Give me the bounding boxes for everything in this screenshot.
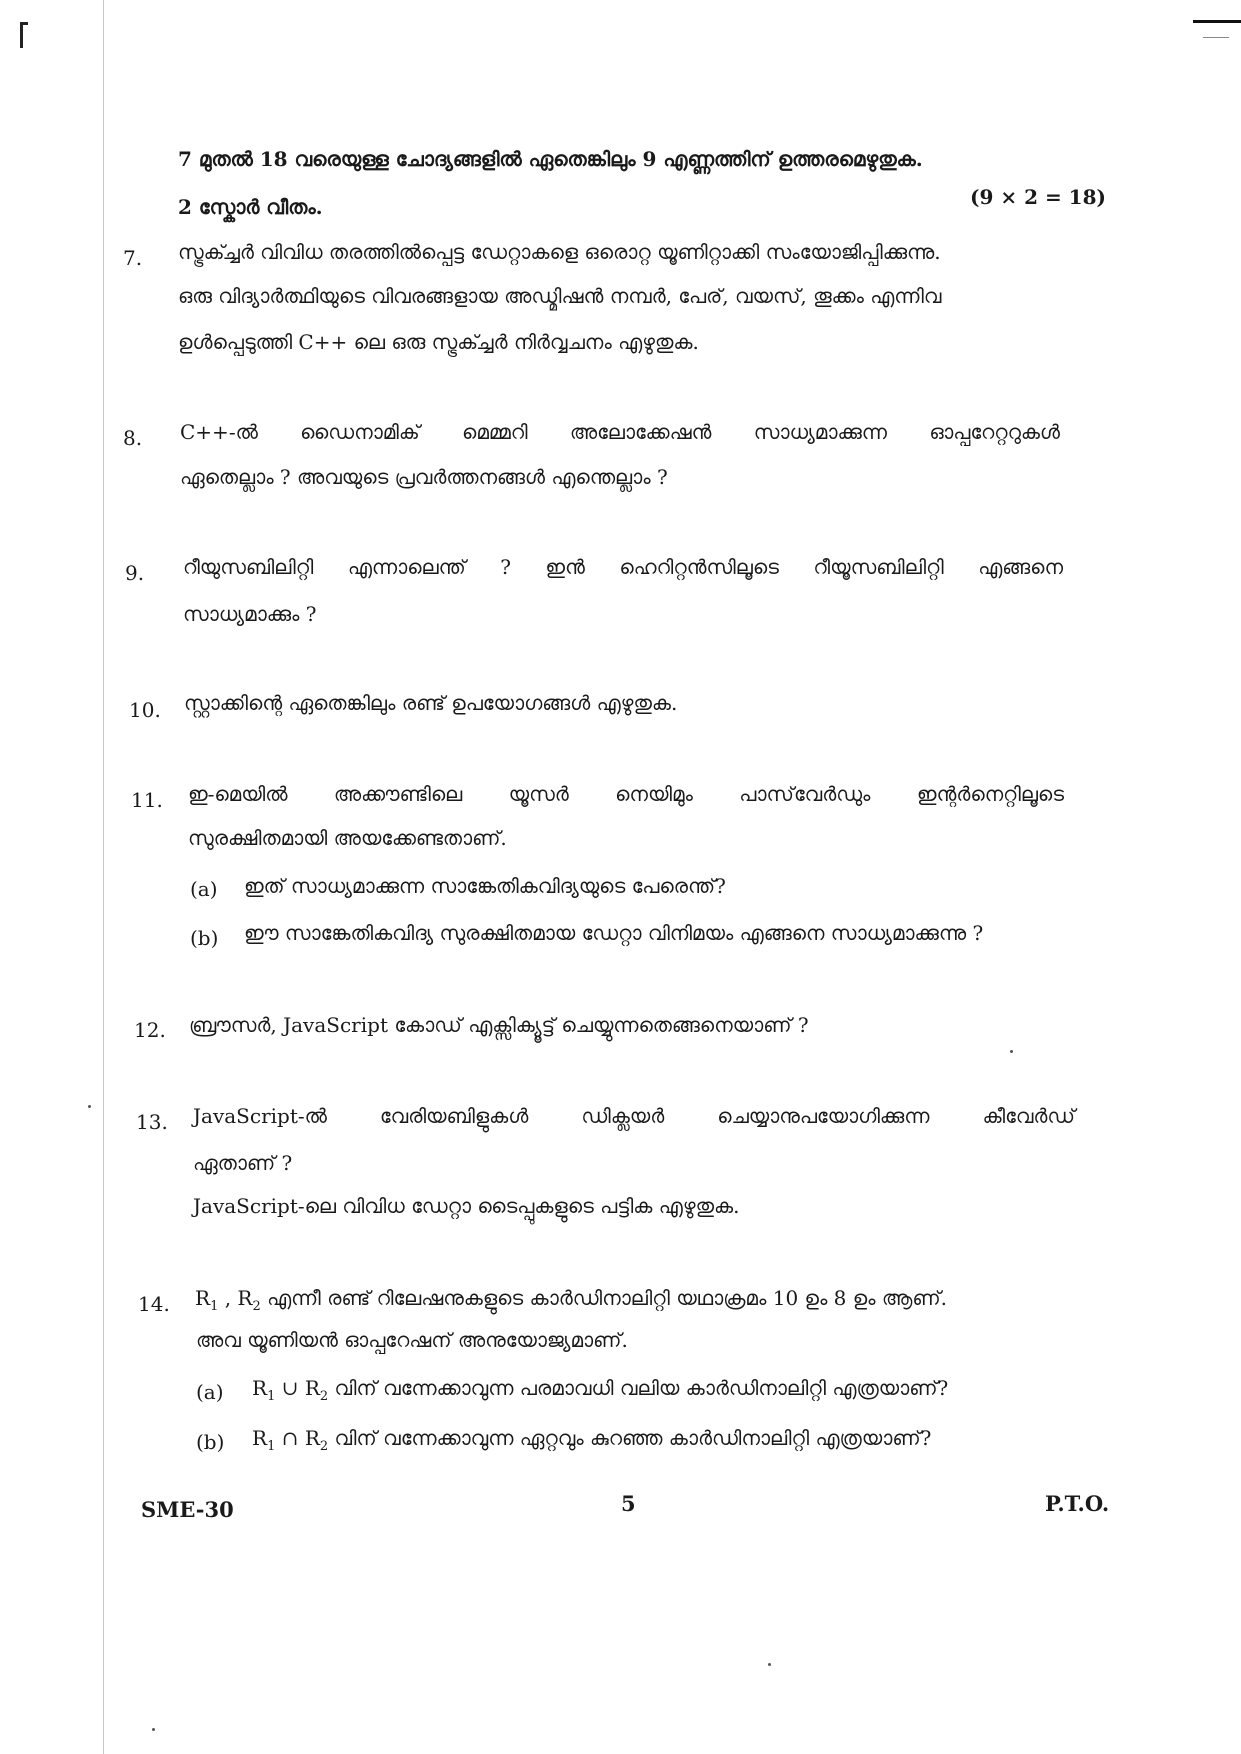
question-14b-text (252, 1425, 932, 1454)
question-12-text: ബ്രൗസർ, JavaScript കോഡ് എക്സിക്യൂട്ട് ചെയ്യുന്നതെങ്ങനെയാണ് ? (189, 1013, 809, 1037)
question-number: 14. (138, 1292, 170, 1316)
corner-mark (20, 22, 28, 25)
subscript: 2 (252, 1299, 261, 1314)
question-number: 13. (136, 1110, 168, 1134)
subscript: 1 (267, 1389, 276, 1404)
pto-marker: P.T.O. (1045, 1491, 1110, 1516)
question-14-rest: എന്നീ രണ്ട് റിലേഷനുകളുടെ കാർഡിനാലിറ്റി യഥാക്രമം 10 ഉം 8 ഉം ആണ്. (267, 1286, 948, 1310)
scan-speck (88, 1105, 91, 1108)
relation-name: R (237, 1286, 253, 1310)
question-8-text: ഏതെല്ലാം ? അവയുടെ പ്രവർത്തനങ്ങൾ എന്തെല്ലാം ? (180, 465, 668, 489)
question-11a-text: ഇത് സാധ്യമാക്കുന്ന സാങ്കേതികവിദ്യയുടെ പേരെന്ത്? (244, 874, 726, 898)
sub-question-label: (a) (196, 1380, 224, 1404)
union-symbol: ∪ (281, 1376, 299, 1400)
question-7-text: ഉൾപ്പെടുത്തി C++ ലെ ഒരു സ്ട്രക്ച്ചർ നിർവ്വചനം എഴുതുക. (178, 330, 699, 354)
page-number: 5 (621, 1491, 636, 1516)
sub-question-label: (b) (190, 926, 219, 950)
question-9-text: സാധ്യമാക്കും ? (183, 602, 317, 626)
relation-name: R (304, 1376, 320, 1400)
marks-allocation: (9 × 2 = 18) (970, 185, 1106, 209)
question-14a-text (252, 1375, 949, 1404)
question-10-text: സ്റ്റാക്കിന്റെ ഏതെങ്കിലും രണ്ട് ഉപയോഗങ്ങൾ എഴുതുക. (184, 691, 678, 715)
instructions-line: 7 മുതൽ 18 വരെയുള്ള ചോദ്യങ്ങളിൽ ഏതെങ്കിലും 9 എണ്ണത്തിന് ഉത്തരമെഴുതുക. (178, 147, 923, 171)
paper-code: SME-30 (141, 1497, 234, 1522)
question-8-text: C++-ൽ ഡൈനാമിക് മെമ്മറി അലോക്കേഷൻ സാധ്യമാക്കുന്ന ഓപ്പറേറ്ററുകൾ (180, 420, 1060, 444)
question-11-text: സുരക്ഷിതമായി അയക്കേണ്ടതാണ്. (188, 826, 507, 850)
relation-name: R (195, 1286, 211, 1310)
subscript: 1 (267, 1439, 276, 1454)
scan-speck (1010, 1050, 1013, 1053)
question-14a-rest: വിന് വന്നേക്കാവുന്ന പരമാവധി വലിയ കാർഡിനാലിറ്റി എത്രയാണ്? (334, 1376, 949, 1400)
question-number: 12. (134, 1018, 166, 1042)
margin-line (103, 0, 104, 1754)
subscript: 2 (319, 1439, 329, 1454)
question-7-text: ഒരു വിദ്യാർത്ഥിയുടെ വിവരങ്ങളായ അഡ്മിഷൻ നമ്പർ, പേര്, വയസ്, തൂക്കം എന്നിവ (178, 284, 942, 308)
question-9-text: റീയുസബിലിറ്റി എന്നാലെന്ത് ? ഇൻ ഹെറിറ്റൻസിലൂടെ റീയൂസബിലിറ്റി എങ്ങനെ (183, 555, 1063, 579)
question-number: 11. (131, 788, 163, 812)
separator: , (224, 1286, 238, 1310)
question-number: 10. (129, 698, 161, 722)
question-number: 7. (123, 246, 143, 270)
relation-name: R (304, 1426, 320, 1450)
question-number: 8. (123, 426, 143, 450)
question-14b-rest: വിന് വന്നേക്കാവുന്ന ഏറ്റവും കുറഞ്ഞ കാർഡിനാലിറ്റി എത്രയാണ്? (334, 1426, 932, 1450)
top-right-rule (1193, 20, 1241, 23)
question-13-text: JavaScript-ൽ വേരിയബിളുകൾ ഡിക്ലയർ ചെയ്യാനുപയോഗിക്കുന്ന കീവേർഡ് (193, 1104, 1075, 1128)
question-14-text (195, 1285, 948, 1314)
question-11b-text: ഈ സാങ്കേതികവിദ്യ സുരക്ഷിതമായ ഡേറ്റാ വിനിമയം എങ്ങനെ സാധ്യമാക്കുന്നു ? (244, 921, 984, 945)
top-right-rule (1203, 37, 1229, 38)
relation-name: R (252, 1426, 268, 1450)
question-14-text: അവ യൂണിയൻ ഓപ്പറേഷന് അനുയോജ്യമാണ്. (196, 1328, 628, 1352)
question-11-text: ഇ-മെയിൽ അക്കൗണ്ടിലെ യൂസർ നെയിമും പാസ്‌വേർഡും ഇന്റർനെറ്റിലൂടെ (188, 782, 1064, 806)
instructions-line: 2 സ്കോർ വീതം. (178, 195, 323, 219)
question-7-text: സ്ട്രക്ച്ചർ വിവിധ തരത്തിൽപ്പെട്ട ഡേറ്റാകളെ ഒരൊറ്റ യൂണിറ്റാക്കി സംയോജിപ്പിക്കുന്നു. (178, 240, 941, 264)
sub-question-label: (a) (190, 877, 218, 901)
subscript: 1 (210, 1299, 219, 1314)
sub-question-label: (b) (196, 1430, 225, 1454)
corner-mark (20, 22, 23, 48)
scan-speck (768, 1663, 771, 1666)
intersection-symbol: ∩ (281, 1426, 299, 1450)
question-13-text: ഏതാണ് ? (193, 1151, 293, 1175)
question-number: 9. (125, 561, 145, 585)
subscript: 2 (319, 1389, 329, 1404)
question-13-text: JavaScript-ലെ വിവിധ ഡേറ്റാ ടൈപ്പുകളുടെ പട്ടിക എഴുതുക. (193, 1194, 740, 1218)
scan-speck (152, 1728, 155, 1731)
relation-name: R (252, 1376, 268, 1400)
